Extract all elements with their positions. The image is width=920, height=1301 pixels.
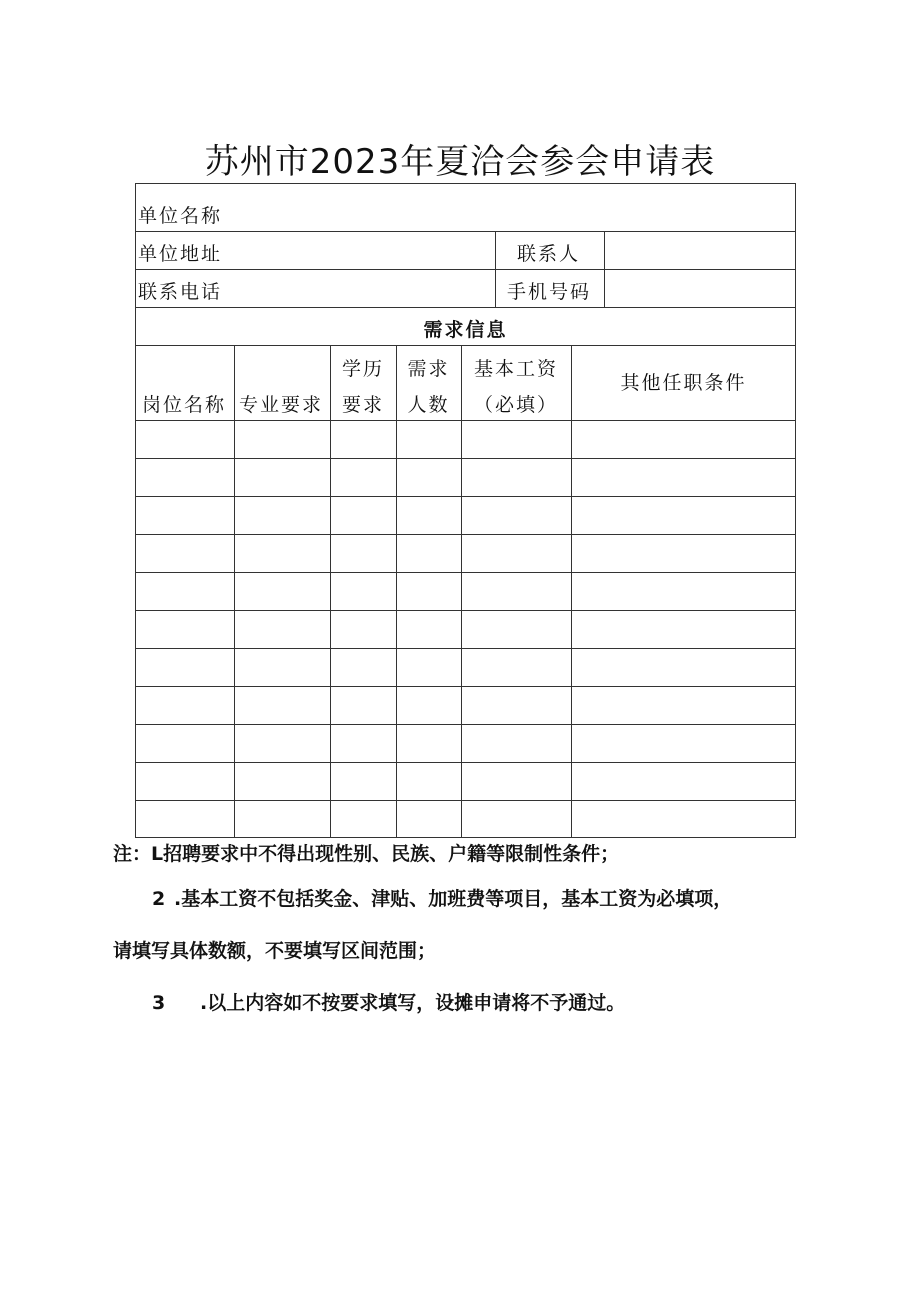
note-3-number: 3: [152, 992, 166, 1014]
table-column-divider: [396, 345, 397, 838]
mobile-label: 手机号码: [507, 281, 592, 303]
unit-address-field[interactable]: [232, 233, 492, 267]
unit-name-label: 单位名称: [138, 205, 223, 227]
note-1: 注：L招聘要求中不得出现性别、民族、户籍等限制性条件；: [113, 843, 620, 865]
note-2-continued: 请填写具体数额，不要填写区间范围；: [113, 940, 437, 962]
column-header-major: 专业要求: [239, 394, 324, 416]
form-divider: [135, 307, 796, 308]
table-column-divider: [461, 345, 462, 838]
column-header-salary: （必填）: [473, 394, 558, 416]
phone-label: 联系电话: [138, 281, 223, 303]
table-column-divider: [571, 345, 572, 838]
mobile-field[interactable]: [606, 271, 794, 305]
form-divider: [135, 269, 796, 270]
contact-field[interactable]: [606, 233, 794, 267]
note-2-number: 2: [152, 888, 166, 910]
column-header-position: 岗位名称: [142, 394, 227, 416]
column-header-count: 人数: [407, 394, 450, 416]
form-divider: [495, 231, 496, 307]
column-header-education: 学历: [341, 358, 384, 380]
unit-name-field[interactable]: [232, 185, 794, 229]
column-header-count: 需求: [407, 358, 450, 380]
table-column-divider: [330, 345, 331, 838]
form-divider: [604, 231, 605, 307]
column-header-education: 要求: [341, 394, 384, 416]
column-header-salary: 基本工资: [473, 358, 558, 380]
section-title: 需求信息: [423, 319, 508, 341]
unit-address-label: 单位地址: [138, 243, 223, 265]
phone-field[interactable]: [232, 271, 492, 305]
contact-label: 联系人: [517, 243, 581, 265]
column-header-other: 其他任职条件: [620, 372, 747, 394]
note-3: .以上内容如不按要求填写，设摊申请将不予通过。: [200, 992, 626, 1014]
note-2: .基本工资不包括奖金、津贴、加班费等项目，基本工资为必填项，: [174, 888, 733, 910]
table-column-divider: [234, 345, 235, 838]
page-title: 苏州市2023年夏洽会参会申请表: [204, 142, 716, 182]
form-divider: [135, 231, 796, 232]
